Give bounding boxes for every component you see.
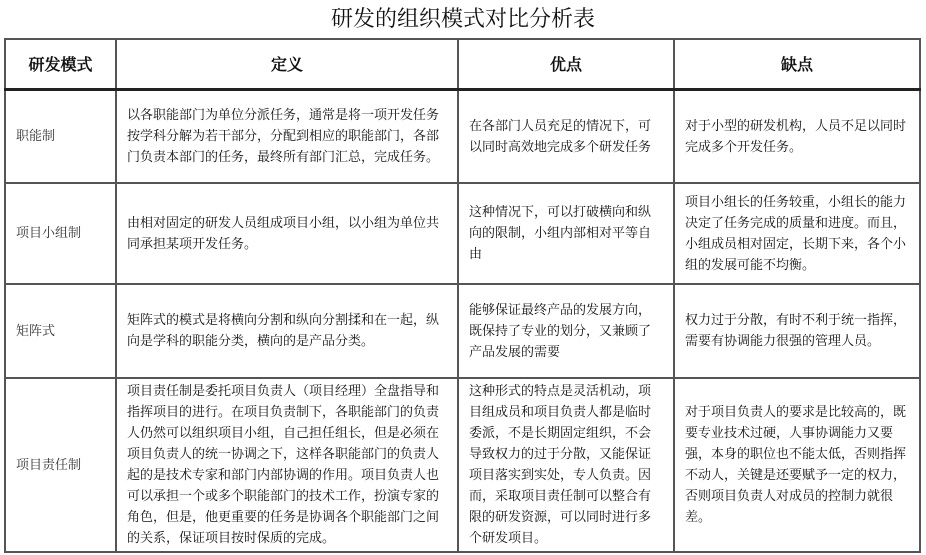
mode-cell: 项目小组制 [5,183,116,284]
definition-cell: 以各职能部门为单位分派任务，通常是将一项开发任务按学科分解为若干部分，分配到相应的职能部门，各部门负责本部门的任务，最终所有部门汇总，完成任务。 [116,90,458,184]
definition-cell: 项目责任制是委托项目负责人（项目经理）全盘指导和指挥项目的进行。在项目负责制下，各职能部门的负责人仍然可以组织项目小组，自己担任组长，但是必须在项目负责人的统一协调之下，这样各职能部门的负责人起的是技术专家和部门内部协调的作用。项目负责人也可以承担一个或多个职能部门的技术工作，扮演专家的角色，但是，他更重要的任务是协调各个职能部门之间的关系，保证项目按时保质的完成。 [116,378,458,552]
disadvantages-cell: 权力过于分散，有时不利于统一指挥，需要有协调能力很强的管理人员。 [674,284,920,378]
advantages-cell: 能够保证最终产品的发展方向，既保持了专业的划分，又兼顾了产品发展的需要 [458,284,674,378]
header-mode: 研发模式 [5,39,116,90]
disadvantages-cell: 对于小型的研发机构，人员不足以同时完成多个开发任务。 [674,90,920,184]
table-row [5,284,920,378]
comparison-table [4,38,921,553]
header-disadvantages: 缺点 [674,39,920,90]
table-row [5,378,920,552]
table-row [5,183,920,284]
header-definition: 定义 [116,39,458,90]
page-title: 研发的组织模式对比分析表 [330,7,595,32]
definition-cell: 由相对固定的研发人员组成项目小组，以小组为单位共同承担某项开发任务。 [116,183,458,284]
table-row [5,90,920,184]
mode-cell: 职能制 [5,90,116,184]
disadvantages-cell: 对于项目负责人的要求是比较高的，既要专业技术过硬，人事协调能力又要强，本身的职位也不能太低，否则指挥不动人，关键是还要赋予一定的权力，否则项目负责人对成员的控制力就很差。 [674,378,920,552]
disadvantages-cell: 项目小组长的任务较重，小组长的能力决定了任务完成的质量和进度。而且，小组成员相对固定，长期下来，各个小组的发展可能不均衡。 [674,183,920,284]
header-advantages: 优点 [458,39,674,90]
definition-cell: 矩阵式的模式是将横向分割和纵向分割揉和在一起，纵向是学科的职能分类，横向的是产品分类。 [116,284,458,378]
table-header-row [5,39,920,90]
mode-cell: 矩阵式 [5,284,116,378]
advantages-cell: 这种形式的特点是灵活机动，项目组成员和项目负责人都是临时委派，不是长期固定组织，不会导致权力的过于分散，又能保证项目落实到实处，专人负责。因而，采取项目责任制可以整合有限的研发资源，可以同时进行多个研发项目。 [458,378,674,552]
advantages-cell: 这种情况下，可以打破横向和纵向的限制，小组内部相对平等自由 [458,183,674,284]
advantages-cell: 在各部门人员充足的情况下，可以同时高效地完成多个研发任务 [458,90,674,184]
mode-cell: 项目责任制 [5,378,116,552]
